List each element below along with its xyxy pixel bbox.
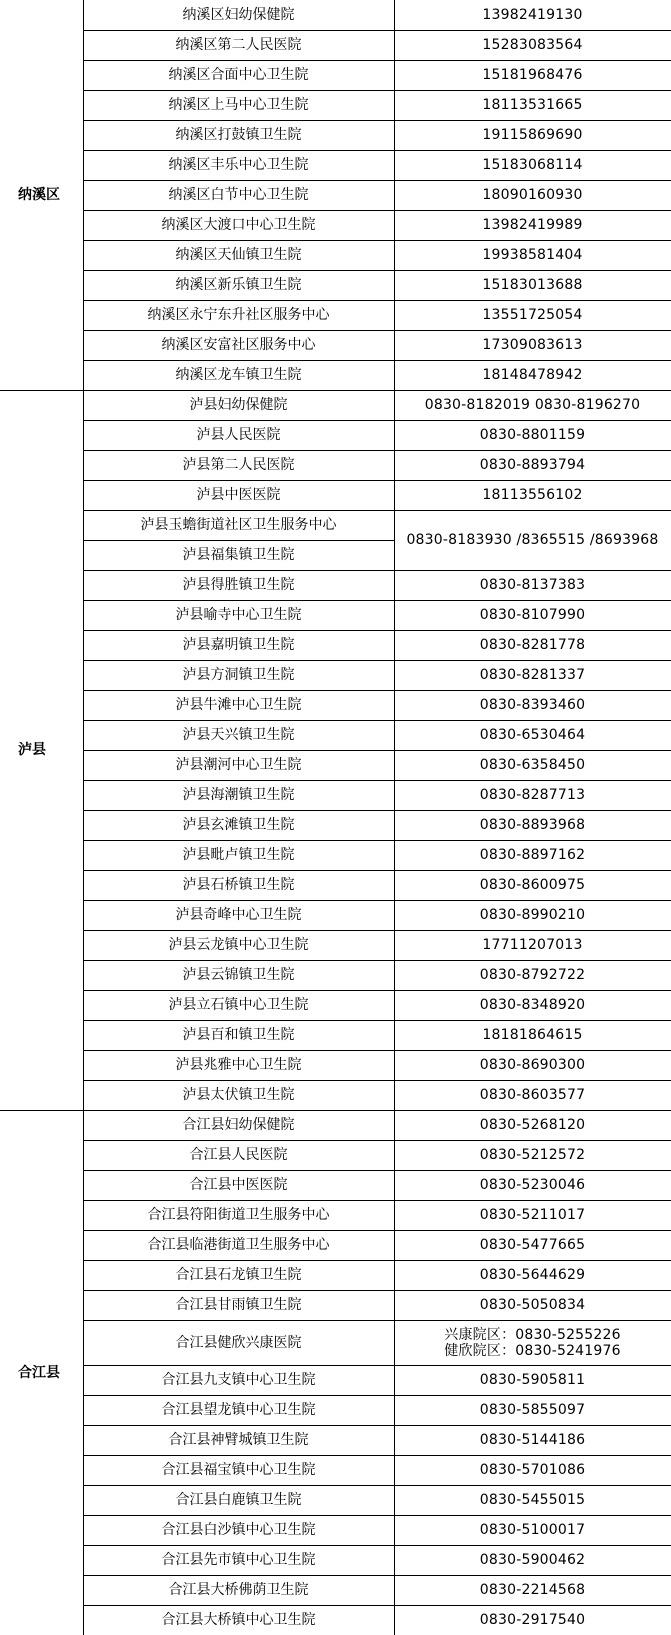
institution-name: 合江县健欣兴康医院: [83, 1320, 394, 1365]
institution-name: 合江县石龙镇卫生院: [83, 1260, 394, 1290]
institution-name: 泸县潮河中心卫生院: [83, 750, 394, 780]
table-row: [0, 150, 671, 180]
institution-name: 合江县白鹿镇卫生院: [83, 1485, 394, 1515]
table-row: [0, 1605, 671, 1635]
table-row: [0, 1320, 671, 1365]
district-name: 合江县: [0, 1110, 83, 1635]
table-row: [0, 120, 671, 150]
phone-number: 0830-5230046: [394, 1170, 671, 1200]
table-row: [0, 450, 671, 480]
phone-number: 19938581404: [394, 240, 671, 270]
table-row: [0, 240, 671, 270]
table-row: [0, 570, 671, 600]
table-row: [0, 900, 671, 930]
institution-name: 泸县立石镇中心卫生院: [83, 990, 394, 1020]
institution-name: 纳溪区新乐镇卫生院: [83, 270, 394, 300]
table-row: [0, 30, 671, 60]
phone-number: 0830-6530464: [394, 720, 671, 750]
table-row: [0, 1110, 671, 1140]
table-row: [0, 1140, 671, 1170]
institution-name: 泸县玉蟾街道社区卫生服务中心: [83, 510, 394, 540]
table-row: [0, 960, 671, 990]
institution-name: 纳溪区第二人民医院: [83, 30, 394, 60]
table-row: [0, 0, 671, 30]
institution-name: 合江县符阳街道卫生服务中心: [83, 1200, 394, 1230]
table-row: [0, 840, 671, 870]
phone-number: 0830-5144186: [394, 1425, 671, 1455]
table-row: [0, 90, 671, 120]
phone-number: 0830-8281337: [394, 660, 671, 690]
table-row: [0, 930, 671, 960]
table-row: [0, 1425, 671, 1455]
table-row: [0, 1020, 671, 1050]
institution-name: 泸县奇峰中心卫生院: [83, 900, 394, 930]
phone-number: 0830-8281778: [394, 630, 671, 660]
institution-name: 纳溪区丰乐中心卫生院: [83, 150, 394, 180]
institution-name: 泸县喻寺中心卫生院: [83, 600, 394, 630]
table-row: [0, 1290, 671, 1320]
phone-number: 0830-5050834: [394, 1290, 671, 1320]
institution-name: 泸县嘉明镇卫生院: [83, 630, 394, 660]
phone-number: 0830-8348920: [394, 990, 671, 1020]
phone-number: 0830-5100017: [394, 1515, 671, 1545]
phone-number: 15283083564: [394, 30, 671, 60]
phone-number: 0830-8801159: [394, 420, 671, 450]
institution-name: 泸县太伏镇卫生院: [83, 1080, 394, 1110]
table-row: [0, 210, 671, 240]
phone-number: 0830-5211017: [394, 1200, 671, 1230]
phone-number: 18181864615: [394, 1020, 671, 1050]
district-name: 纳溪区: [0, 0, 83, 390]
institution-name: 合江县甘雨镇卫生院: [83, 1290, 394, 1320]
phone-number: 18090160930: [394, 180, 671, 210]
phone-number: 0830-8287713: [394, 780, 671, 810]
institution-name: 合江县人民医院: [83, 1140, 394, 1170]
table-row: [0, 1575, 671, 1605]
phone-number: 18113556102: [394, 480, 671, 510]
institution-name: 合江县白沙镇中心卫生院: [83, 1515, 394, 1545]
phone-number: [394, 1320, 671, 1365]
institution-name: 泸县福集镇卫生院: [83, 540, 394, 570]
institution-name: 合江县中医医院: [83, 1170, 394, 1200]
table-row: [0, 390, 671, 420]
phone-number: 0830-5905811: [394, 1365, 671, 1395]
phone-number: 0830-5644629: [394, 1260, 671, 1290]
table-row: [0, 720, 671, 750]
district-name: 泸县: [0, 390, 83, 1110]
table-row: [0, 690, 671, 720]
phone-number: 0830-8393460: [394, 690, 671, 720]
phone-number: 0830-5855097: [394, 1395, 671, 1425]
table-row: [0, 420, 671, 450]
phone-number: 15181968476: [394, 60, 671, 90]
phone-number: 0830-6358450: [394, 750, 671, 780]
institution-name: 纳溪区合面中心卫生院: [83, 60, 394, 90]
table-row: [0, 1515, 671, 1545]
phone-number: 13551725054: [394, 300, 671, 330]
phone-number: 0830-5268120: [394, 1110, 671, 1140]
phone-number: 0830-8893794: [394, 450, 671, 480]
table-row: [0, 60, 671, 90]
phone-number: 0830-2214568: [394, 1575, 671, 1605]
table-row: [0, 1200, 671, 1230]
phone-number: 0830-8182019 0830-8196270: [394, 390, 671, 420]
table-row: [0, 330, 671, 360]
institution-name: 泸县第二人民医院: [83, 450, 394, 480]
institution-name: 合江县望龙镇中心卫生院: [83, 1395, 394, 1425]
institution-name: 泸县石桥镇卫生院: [83, 870, 394, 900]
table-row: [0, 480, 671, 510]
table-row: [0, 1230, 671, 1260]
table-row: [0, 510, 671, 540]
institution-name: 纳溪区永宁东升社区服务中心: [83, 300, 394, 330]
phone-number: 0830-5455015: [394, 1485, 671, 1515]
institution-name: 纳溪区龙车镇卫生院: [83, 360, 394, 390]
phone-number: 17309083613: [394, 330, 671, 360]
table-row: [0, 750, 671, 780]
table-row: [0, 1050, 671, 1080]
institution-name: 纳溪区大渡口中心卫生院: [83, 210, 394, 240]
phone-number: 19115869690: [394, 120, 671, 150]
table-row: [0, 990, 671, 1020]
table-row: [0, 1170, 671, 1200]
institution-name: 泸县妇幼保健院: [83, 390, 394, 420]
table-row: [0, 270, 671, 300]
phone-number: 18148478942: [394, 360, 671, 390]
phone-number: 13982419989: [394, 210, 671, 240]
phone-number: 18113531665: [394, 90, 671, 120]
table-row: [0, 870, 671, 900]
phone-number: 0830-8603577: [394, 1080, 671, 1110]
institution-name: 纳溪区上马中心卫生院: [83, 90, 394, 120]
institution-name: 泸县兆雅中心卫生院: [83, 1050, 394, 1080]
table-row: [0, 1395, 671, 1425]
phone-number: 0830-8897162: [394, 840, 671, 870]
phone-number: 0830-8107990: [394, 600, 671, 630]
table-row: [0, 1455, 671, 1485]
table-row: [0, 300, 671, 330]
institution-name: 合江县九支镇中心卫生院: [83, 1365, 394, 1395]
phone-number: 0830-5477665: [394, 1230, 671, 1260]
institution-name: 泸县得胜镇卫生院: [83, 570, 394, 600]
table-row: [0, 810, 671, 840]
phone-number: 13982419130: [394, 0, 671, 30]
institution-name: 泸县天兴镇卫生院: [83, 720, 394, 750]
institution-name: 合江县临港街道卫生服务中心: [83, 1230, 394, 1260]
table-row: [0, 600, 671, 630]
table-row: [0, 1080, 671, 1110]
institution-name: 纳溪区安富社区服务中心: [83, 330, 394, 360]
institution-name: 合江县妇幼保健院: [83, 1110, 394, 1140]
phone-number: 0830-2917540: [394, 1605, 671, 1635]
table-row: [0, 630, 671, 660]
institution-name: 纳溪区打鼓镇卫生院: [83, 120, 394, 150]
institution-name: 泸县玄滩镇卫生院: [83, 810, 394, 840]
institution-name: 纳溪区妇幼保健院: [83, 0, 394, 30]
phone-number: 0830-8183930 /8365515 /8693968: [394, 510, 671, 570]
table-row: [0, 1545, 671, 1575]
institution-name: 合江县大桥镇中心卫生院: [83, 1605, 394, 1635]
table-row: [0, 660, 671, 690]
phone-number: 0830-8893968: [394, 810, 671, 840]
institution-name: 泸县人民医院: [83, 420, 394, 450]
phone-number: 15183068114: [394, 150, 671, 180]
institution-name: 合江县先市镇中心卫生院: [83, 1545, 394, 1575]
institution-name: 合江县神臂城镇卫生院: [83, 1425, 394, 1455]
institution-name: 泸县方洞镇卫生院: [83, 660, 394, 690]
table-row: [0, 360, 671, 390]
table-row: [0, 1485, 671, 1515]
phone-number: 0830-8990210: [394, 900, 671, 930]
institution-name: 合江县大桥佛荫卫生院: [83, 1575, 394, 1605]
institution-name: 泸县百和镇卫生院: [83, 1020, 394, 1050]
institution-name: 泸县云锦镇卫生院: [83, 960, 394, 990]
phone-number: 0830-8137383: [394, 570, 671, 600]
institution-name: 纳溪区白节中心卫生院: [83, 180, 394, 210]
institution-name: 泸县海潮镇卫生院: [83, 780, 394, 810]
phone-number: 0830-8792722: [394, 960, 671, 990]
institution-name: 泸县中医医院: [83, 480, 394, 510]
institution-name: 纳溪区天仙镇卫生院: [83, 240, 394, 270]
phone-number: 0830-5212572: [394, 1140, 671, 1170]
institution-name: 泸县云龙镇中心卫生院: [83, 930, 394, 960]
phone-number: 17711207013: [394, 930, 671, 960]
table-row: [0, 780, 671, 810]
phone-number: 0830-8600975: [394, 870, 671, 900]
table-row: [0, 180, 671, 210]
phone-number: 15183013688: [394, 270, 671, 300]
institution-name: 合江县福宝镇中心卫生院: [83, 1455, 394, 1485]
institution-name: 泸县牛滩中心卫生院: [83, 690, 394, 720]
phone-line: 兴康院区：0830-5255226: [444, 1326, 621, 1343]
institution-name: 泸县毗卢镇卫生院: [83, 840, 394, 870]
phone-number: 0830-8690300: [394, 1050, 671, 1080]
table-row: [0, 1260, 671, 1290]
phone-number: 0830-5701086: [394, 1455, 671, 1485]
phone-line: 健欣院区：0830-5241976: [444, 1342, 621, 1359]
phone-number: 0830-5900462: [394, 1545, 671, 1575]
table-row: [0, 1365, 671, 1395]
